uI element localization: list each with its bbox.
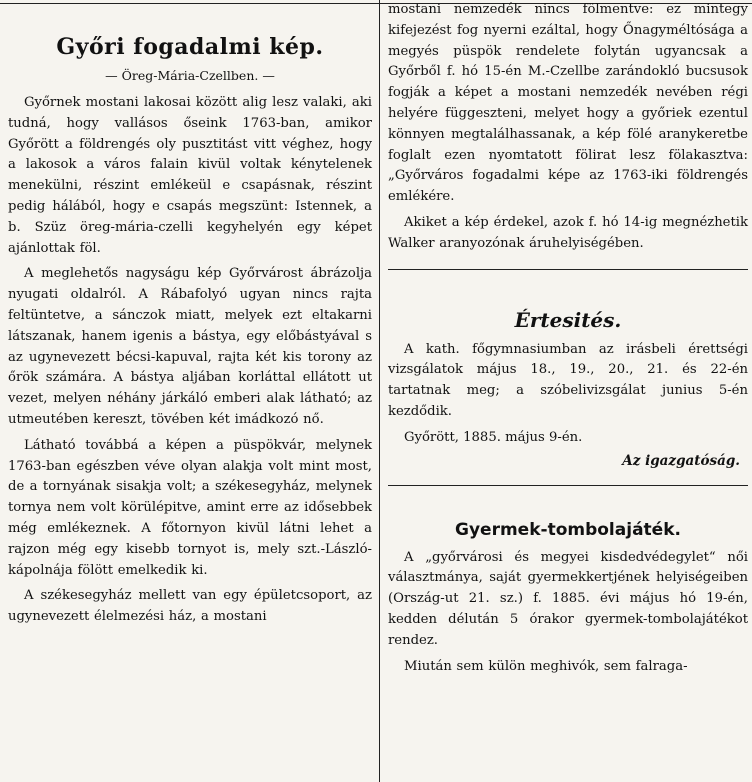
right-column	[388, 0, 748, 682]
left-column	[8, 10, 372, 633]
article-paragraph-1: Győrnek mostani lakosai között alig lesz valaki, aki tudná, hogy vallásos őseink 1763-ban, amikor Győrött a földrengés oly pusztitást vitt véghez, hogy a lakosok a város falain kivül voltak kénytelenek menekülni, részint emlékeül e csapásnak, részint pedig hálából, hogy e csapás megszünt: Istennek, a b. Szüz öreg-mária-czelli kegyhelyén egy képet ajánlottak föl.	[8, 95, 372, 256]
notice-signature: Az igazgatóság.	[622, 452, 740, 469]
notice-title: Értesités.	[514, 307, 622, 332]
section-divider-1	[388, 269, 748, 270]
section-divider-2	[388, 485, 748, 486]
article-title: Győri fogadalmi kép.	[56, 34, 324, 60]
article-paragraph-3: Látható továbbá a képen a püspökvár, melynek 1763-ban egészben véve olyan alakja volt mint most, de a tornyának sisakja volt; a székesegyház, melynek tornya nem volt körülépitve, amint erre az idősebbek még emlékeznek. A főtornyon kivül látni lehet a rajzon még egy kisebb tornyot is, mely szt.-László-kápolnája fölött emelkedik ki.	[8, 437, 372, 578]
notice-date: Győrött, 1885. május 9-én.	[404, 429, 583, 445]
notice-text: A kath. főgymnasiumban az irásbeli érettségi vizsgálatok május 18., 19., 20., 21. és 22-én tartatnak meg; a szóbelivizsgálat junius 5-én kezdődik.	[388, 341, 748, 419]
column-divider	[379, 0, 380, 782]
tombola-title: Gyermek-tombolajáték.	[455, 519, 681, 540]
article-paragraph-4: A székesegyház mellett van egy épületcsoport, az ugynevezett élelmezési ház, a mostani	[8, 588, 372, 625]
article-continuation: mostani nemzedék nincs fölmentve: ez mintegy kifejezést fog nyerni ezáltal, hogy Őnagyméltósága a megyés püspök rendelete folytán ugyancsak a Győrből f. hó 15-én M.-Czellbe zarándokló bucsusok fogják a képet a mostani nemzedék nevében régi helyére függeszteni, melyet hogy a győriek ezentul könnyen megtalálhassanak, a kép fölé aranykeretbe foglalt ezen nyomtatott fölirat lesz fölakasztva: „Győrváros fogadalmi képe az 1763-iki földrengés emlékére.	[388, 2, 748, 205]
tombola-continuation: Miután sem külön meghivók, sem falraga-	[404, 658, 688, 674]
article-paragraph-2: A meglehetős nagyságu kép Győrvárost ábrázolja nyugati oldalról. A Rábafolyó ugyan nincs rajta feltüntetve, a sánczok miatt, melyek ezt eltakarni látszanak, hanem igenis a bástya, egy előbástyával s az ugynevezett bécsi-kapuval, rajta két kis torony az őrök számára. A bástya aljában korláttal ellátott ut vezet, melyen néhány járkáló emberi alak látható; az utmeutében kereszt, tövében két imádkozó nő.	[8, 266, 372, 427]
article-note: Akiket a kép érdekel, azok f. hó 14-ig megnézhetik Walker aranyozónak áruhelyiségében.	[388, 214, 748, 251]
tombola-text: A „győrvárosi és megyei kisdedvédegylet“ női választmánya, saját gyermekkertjének helyiségeiben (Ország-ut 21. sz.) f. 1885. évi május hó 19-én, kedden délután 5 órakor gyermek-tombolajátékot rendez.	[388, 549, 748, 648]
article-subtitle: — Öreg-Mária-Czellben. —	[105, 68, 275, 83]
